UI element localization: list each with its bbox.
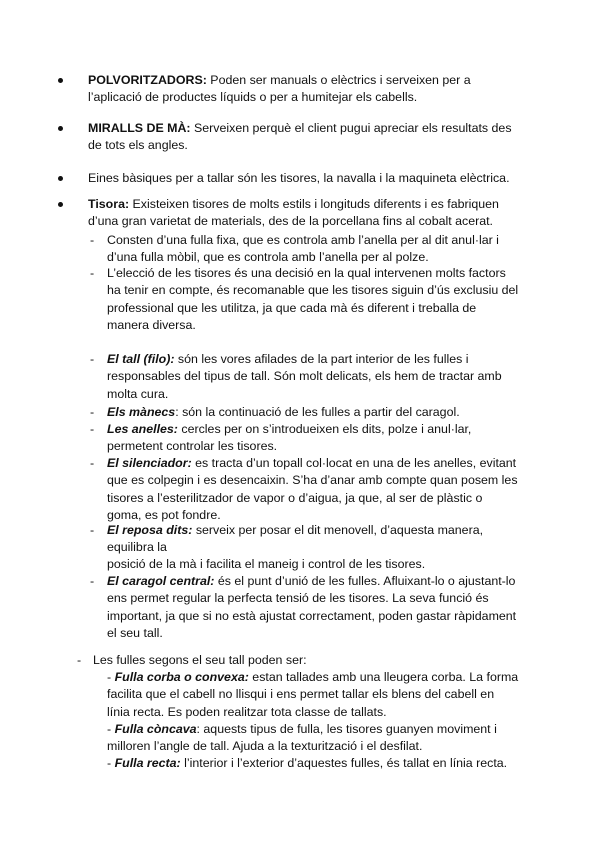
- part-silenciador: [90, 455, 519, 525]
- part-manecs: [90, 404, 519, 421]
- blade-term: Fulla còncava: [114, 722, 197, 736]
- part-term: Els mànecs: [107, 405, 176, 419]
- item-heading: Tisora:: [88, 197, 130, 211]
- dash-marker: -: [90, 405, 95, 419]
- dash-marker: -: [90, 523, 95, 537]
- part-text: posició de la mà i facilita el maneig i control de les tisores.: [107, 557, 426, 571]
- dash-marker: -: [90, 422, 95, 436]
- tisora-note: [90, 232, 519, 267]
- blade-term: Fulla recta:: [114, 756, 181, 770]
- blade-text: estan tallades amb una lleugera corba. La forma facilita que el cabell no llisqui i ens permet tallar els blens del cabell en línia recta. Es poden realitzar tota classe de tallats.: [107, 670, 519, 719]
- part-term: El caragol central:: [107, 574, 215, 588]
- dash-marker: -: [90, 456, 95, 470]
- tisora-note: [90, 265, 519, 335]
- list-item-polvoritzadors: [88, 72, 518, 107]
- item-heading: MIRALLS DE MÀ:: [88, 121, 191, 135]
- dash-marker: -: [90, 233, 95, 247]
- list-item-tisora: [88, 196, 518, 231]
- dash-marker: -: [90, 266, 95, 280]
- item-body: Serveixen perquè el client pugui apreciar els resultats des de tots els angles.: [88, 121, 512, 153]
- dash-marker: -: [90, 352, 95, 366]
- sub-dash: -: [107, 722, 115, 736]
- dash-marker: -: [90, 574, 95, 588]
- part-tall: [90, 351, 519, 403]
- list-item-eines: [88, 170, 518, 187]
- blade-term: Fulla corba o convexa:: [114, 670, 249, 684]
- part-text: és el punt d’unió de les fulles. Afluixant-lo o ajustant-lo ens permet regular la perfecta tensió de les tisores. La seva funció és important, ja que si no està ajustat correctament, poden gastar ràpidament el seu tall.: [107, 574, 517, 641]
- item-body: Eines bàsiques per a tallar són les tisores, la navalla i la maquineta elèctrica.: [88, 171, 510, 185]
- dash-marker: -: [77, 653, 82, 667]
- part-text: són les vores afilades de la part interior de les fulles i responsables del tipus de tall. Són molt delicats, els hem de tractar amb molta cura.: [107, 352, 502, 401]
- sub-dash: -: [107, 670, 115, 684]
- part-term: El reposa dits:: [107, 523, 193, 537]
- sub-dash: -: [107, 756, 115, 770]
- part-term: Les anelles:: [107, 422, 178, 436]
- blades-intro-text: Les fulles segons el seu tall poden ser:: [93, 653, 307, 667]
- blades-intro: [77, 652, 519, 669]
- part-text: : són la continuació de les fulles a partir del caragol.: [175, 405, 460, 419]
- blade-corba: [107, 669, 519, 721]
- part-caragol: [90, 573, 519, 643]
- part-text: serveix per posar el dit menovell, d’aquesta manera, equilibra la: [107, 523, 484, 555]
- note-text: L’elecció de les tisores és una decisió en la qual intervenen molts factors ha tenir en compte, és recomanable que les tisores siguin d’ús exclusiu del professional que les utilitza, ja que cada mà és diferent i treballa de manera diversa.: [107, 266, 519, 333]
- part-term: El silenciador:: [107, 456, 192, 470]
- item-body: Poden ser manuals o elèctrics i serveixen per a l’aplicació de productes líquids o per a humitejar els cabells.: [88, 73, 471, 105]
- part-text: cercles per on s’introdueixen els dits, polze i anul·lar, permetent controlar les tisores.: [107, 422, 472, 454]
- item-heading: POLVORITZADORS:: [88, 73, 207, 87]
- blade-text: : aquests tipus de fulla, les tisores guanyen moviment i milloren l’angle de tall. Ajuda a la texturització i el desfilat.: [107, 722, 497, 754]
- item-body: Existeixen tisores de molts estils i longituds diferents i es fabriquen d’una gran varietat de materials, des de la porcellana fins al cobalt acerat.: [88, 197, 499, 229]
- part-reposa-dits: [90, 522, 519, 557]
- part-anelles: [90, 421, 519, 456]
- part-term: El tall (filo):: [107, 352, 175, 366]
- blade-recta: [107, 755, 519, 772]
- blade-concava: [107, 721, 519, 756]
- list-item-miralls: [88, 120, 518, 155]
- note-text: Consten d’una fulla fixa, que es controla amb l’anella per al dit anul·lar i d’una fulla mòbil, que es controla amb l’anella per al polze.: [107, 233, 499, 265]
- blade-text: l’interior i l’exterior d’aquestes fulles, és tallat en línia recta.: [180, 756, 508, 770]
- part-text: es tracta d’un topall col·locat en una de les anelles, evitant que es colpegin i es desencaixin. S’ha d’anar amb compte quan posem les tisores a l’esterilitzador de vapor o d’aigua, ja que, al ser de plàstic o goma, es pot fondre.: [107, 456, 518, 523]
- part-reposa-dits-cont: [107, 556, 519, 573]
